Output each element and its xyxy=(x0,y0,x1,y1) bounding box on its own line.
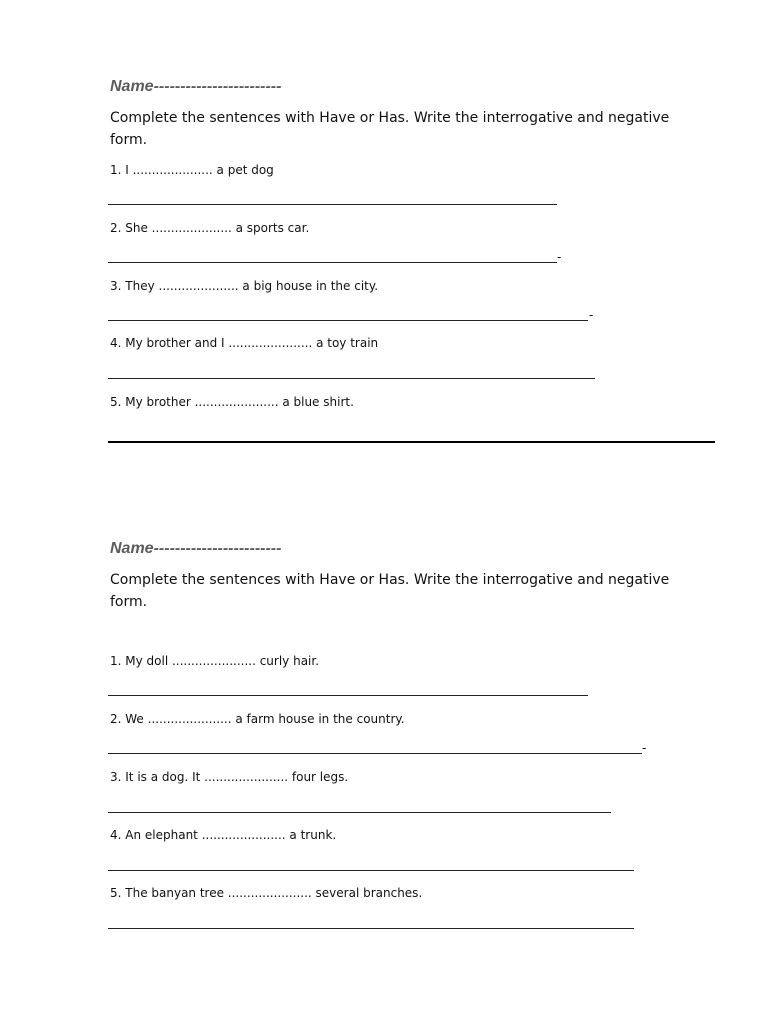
answer-line-5[interactable] xyxy=(108,928,634,929)
question-2: 2. She ..................... a sports car. xyxy=(110,221,310,235)
question-4: 4. An elephant ...................... a trunk. xyxy=(110,828,337,842)
question-5: 5. The banyan tree ...................... several branches. xyxy=(110,886,423,900)
question-5: 5. My brother ...................... a blue shirt. xyxy=(110,395,354,409)
answer-line-3[interactable] xyxy=(108,320,588,321)
trailing-dash: - xyxy=(589,308,594,322)
instruction-text: Complete the sentences with Have or Has. Write the interrogative and negative form. xyxy=(110,572,670,610)
answer-line-2[interactable] xyxy=(108,753,642,754)
question-1: 1. My doll ...................... curly hair. xyxy=(110,654,320,668)
answer-line-4[interactable] xyxy=(108,870,634,871)
answer-line-1[interactable] xyxy=(108,695,588,696)
name-label: Name------------------------ xyxy=(110,78,282,95)
question-4: 4. My brother and I ...................... a toy train xyxy=(110,336,379,350)
answer-line-3[interactable] xyxy=(108,812,611,813)
trailing-dash: - xyxy=(557,250,562,264)
question-3: 3. It is a dog. It ...................... four legs. xyxy=(110,770,349,784)
question-2: 2. We ...................... a farm house in the country. xyxy=(110,712,405,726)
instruction-text: Complete the sentences with Have or Has. Write the interrogative and negative form. xyxy=(110,110,670,148)
answer-line-1[interactable] xyxy=(108,204,557,205)
answer-line-2[interactable] xyxy=(108,262,557,263)
answer-line-5[interactable] xyxy=(108,441,715,443)
name-label: Name------------------------ xyxy=(110,540,282,557)
answer-line-4[interactable] xyxy=(108,378,595,379)
question-1: 1. I ..................... a pet dog xyxy=(110,163,274,177)
trailing-dash: - xyxy=(642,741,647,755)
question-3: 3. They ..................... a big house in the city. xyxy=(110,279,379,293)
